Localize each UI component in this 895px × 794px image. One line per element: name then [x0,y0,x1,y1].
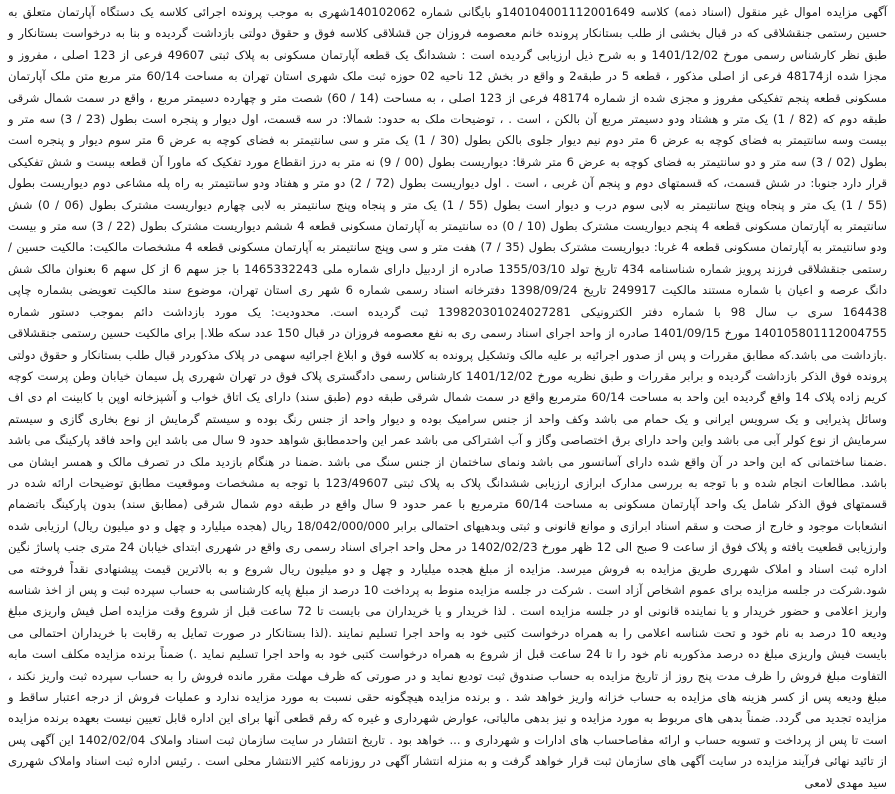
auction-notice-text: آگهی مزایده اموال غیر منقول (اسناد ذمه) کلاسه 140104001112001649و بایگانی شماره 140102062شهری به موجب پرونده اجرائی کلاسه یک دستگاه آپارتمان متعلق به حسین رستمی جنقشلاقی که در قبال بخشی از طلب بستانکار پرونده خانم معصومه فروزان جن قشلاقی کلاسه فوق و حقوق دولتی بازداشت گردیده و بنا به درخواست بستانکار و طبق نظر کارشناس رسمی مورخ 1401/12/02 و به شرح ذیل ارزیابی گردیده است : ششدانگ یک قطعه آپارتمان مسکونی به پلاک ثبتی 49607 فرعی از 123 اصلی ، مفروز و مجزا شده از48174 فرعی از اصلی مذکور ، قطعه 5 در طبقه2 و واقع در بخش 12 ناحیه 02 حوزه ثبت ملک شهری استان تهران به مساحت 60/14 متر مربع متن ملک آپارتمان مسکونی قطعه پنجم تفکیکی مفروز و مجزی شده از شماره 48174 فرعی از 123 اصلی ، به مساحت (14 / 60) شصت متر و چهارده دسیمتر مربع ، واقع در سمت شمال شرقی طبقه دوم که (82 / 1) یک متر و هشتاد ودو دسیمتر مربع آن بالکن ، است . ، توضیحات ملک به حدود: شمالا: در سه قسمت، اول دیوار و پنجره است بطول (23 / 3) سه متر و بیست وسه سانتیمتر به فضای کوچه به عرض 6 متر دوم نیم دیوار جلوی بالکن بطول (30 / 1) یک متر و سی سانتیمتر به فضای کوچه به عرض 6 متر سوم دیوار و پنجره است بطول (02 / 3) سه متر و دو سانتیمتر به فضای کوچه به عرض 6 متر شرقا: دیواریست بطول (00 / 9) نه متر به درز انقطاع مورد تفکیک که ماورا آن قطعه بیست و شش تفکیکی قرار دارد جنوبا: در شش قسمت، که قسمتهای دوم و پنجم آن غربی ، است . اول دیواریست بطول (72 / 2) دو متر و هفتاد ودو سانتیمتر به راه پله مشاعی دوم دیواریست بطول (55 / 1) یک متر و پنجاه وپنج سانتیمتر به لابی سوم درب و دیوار است بطول (55 / 1) یک متر و پنجاه وپنج سانتیمتر به لابی چهارم دیواریست مشترک بطول (06 / 0) شش سانتیمتر به آپارتمان مسکونی قطعه 4 پنجم دیواریست مشترک بطول (10 / 0) ده سانتیمتر به آپارتمان مسکونی قطعه 4 ششم دیواریست مشترک بطول (22 / 3) سه متر و بیست ودو سانتیمتر به آپارتمان مسکونی قطعه 4 غربا: دیواریست مشترک بطول (35 / 7) هفت متر و سی وپنج سانتیمتر به آپارتمان مسکونی قطعه 4 مشخصات مالکیت: مالکیت حسین / رستمی جنقشلاقی فرزند پرویز شماره شناسنامه 434 تاریخ تولد 1355/03/10 صادره از اردبیل دارای شماره ملی 1465332243 با جز سهم 6 از کل سهم 6 بعنوان مالک شش دانگ عرصه و اعیان با شماره مستند مالکیت 249917 تاریخ 1398/09/24 دفترخانه اسناد رسمی شماره 6 شهر ری استان تهران، موضوع سند مالکیت تعویضی بشماره چاپی 164438 سری ب سال 98 با شماره دفتر الکترونیکی 139820301024027281 ثبت گردیده است. محدودیت: یک مورد بازداشت دائم بموجب دستور شماره 140105801112004755 مورخ 1401/09/15 صادره از واحد اجرای اسناد رسمی ری به نفع معصومه فروزان در قبال 150 عدد سکه طلا.| برای مالکیت حسین رستمی جنقشلاقی .بازداشت می باشد.که مطابق مقررات و پس از صدور اجرائیه بر علیه مالک وتشکیل پرونده به کلاسه فوق و ابلاغ اجرائیه سهمی در پلاک مذکوردر قبال طلب بستانکار و حقوق دولتی پرونده فوق الذکر بازداشت گردیده و برابر مقررات و طبق نظریه مورخ 1401/12/02 کارشناس رسمی دادگستری پلاک فوق در تهران شهرری پل سیمان خیابان وطن پرست کوچه کریم زاده پلاک 14 واقع گردیده این واحد به مساحت 60/14 مترمربع واقع در سمت شمال شرقی طبقه دوم (طبق سند) دارای یک اتاق خواب و آشپزخانه اوپن با کابینت ام دی اف وسائل پذیرایی و یک سرویس ایرانی و یک حمام می باشد وکف واحد از جنس سرامیک بوده و دیوار واحد از جنس رنگ بوده و سیستم گرمایش از نوع بخاری گازی و سیستم سرمایش از نوع کولر آبی می باشد واین واحد دارای برق اختصاصی وگاز و آب اشتراکی می باشد عمر این واحدمطابق شواهد حدود 9 سال می باشد این واحد فاقد پارکینگ می باشد .ضمنا ساختمانی که این واحد در آن واقع شده دارای آسانسور می باشد ونمای ساختمان از جنس سنگ می باشد .ضمنا در هنگام بازدید ملک در تصرف مالک و همسر ایشان می باشد. مطالعات انجام شده و با توجه به بررسی مدارک ابرازی ارزیابی ششدانگ پلاک به پلاک ثبتی 123/49607 با توجه به مشخصات وموقعیت مطابق توضیحات ارائه شده در قسمتهای فوق الذکر شامل یک واحد آپارتمان مسکونی به مساحت 60/14 مترمربع با عمر حدود 9 سال واقع در طبقه دوم شمال شرقی (مطابق سند) بدون پارکینگ باتضمام انشعابات موجود و خارج از صحت و سقم اسناد ابرازی و موانع قانونی و ثبتی وبدهیهای احتمالی برابر 18/042/000/000 ریال (هجده میلیارد و چهل و دو میلیون ریال) ارزیابی شده وارزیابی قطعیت یافته و پلاک فوق از ساعت 9 صبح الی 12 ظهر مورخ 1402/02/23 در محل واحد اجرای اسناد رسمی ری واقع در شهرری ابتدای خیابان 24 متری جنب پاساژ نگین اداره ثبت اسناد و املاک شهرری طریق مزایده به فروش میرسد. مزایده از مبلغ هجده میلیارد و چهل و دو میلیون ریال شروع و به بالاترین قیمت پیشنهادی نقداً فروخته می شود.شرکت در جلسه مزایده برای عموم اشخاص آزاد است . شرکت در جلسه مزایده منوط به پرداخت 10 درصد از مبلغ پایه کارشناسی به حساب سپرده ثبت و پس از اخذ شناسه واریز اعلامی و حضور خریدار و یا نماینده قانونی او در جلسه مزایده است . لذا خریدار و یا خریداران می بایست تا 72 ساعت قبل از شروع وقت مزایده اصل فیش واریزی مبلغ ودیعه 10 درصد به نام خود و تحت شناسه اعلامی را به همراه درخواست کتبی خود به واحد اجرا تسلیم نمایند .(لذا بستانکار در صورت تمایل به رقابت با خریداران احتمالی می بایست فیش واریزی مبلغ ده درصد مذکوربه نام خود را تا 24 ساعت قبل از شروع به همراه درخواست کتبی خود به واحد اجرا تسلیم نماید .) ضمناً برنده مزایده مکلف است مابه التفاوت مبلغ فروش را ظرف مدت پنج روز از تاریخ مزایده به حساب صندوق ثبت تودیع نماید و در صورتی که ظرف مهلت مقرر مانده فروش را به حساب سپرده ثبت واریز نکند ، مبلغ ودیعه پس از کسر هزینه های مزایده به حساب خزانه واریز خواهد شد . و برنده مزایده هیچگونه حقی نسبت به مورد مزایده ندارد و عملیات فروش از درجه اعتبار ساقط و مزایده تجدید می گردد. ضمناً بدهی های مربوط به مورد مزایده و نیز بدهی مالیاتی، عوارض شهرداری و غیره که رقم قطعی آنها برای این اداره قابل تعیین نیست بعهده برنده مزایده است تا پس از پرداخت و تسویه حساب و ارائه مفاصاحساب های ادارات و شهرداری و ... خواهد بود . تاریخ انتشار در سایت سازمان ثبت اسناد واملاک 1402/02/04 این آگهی پس از تائید نهائی فرآیند مزایده در سایت آگهی های سازمان ثبت قرار خواهد گرفت و به منزله انتشار آگهی در روزنامه کثیر الانتشار محلی است . رئیس اداره ثبت اسناد واملاک شهرری سید مهدی لامعی [8,5,888,790]
